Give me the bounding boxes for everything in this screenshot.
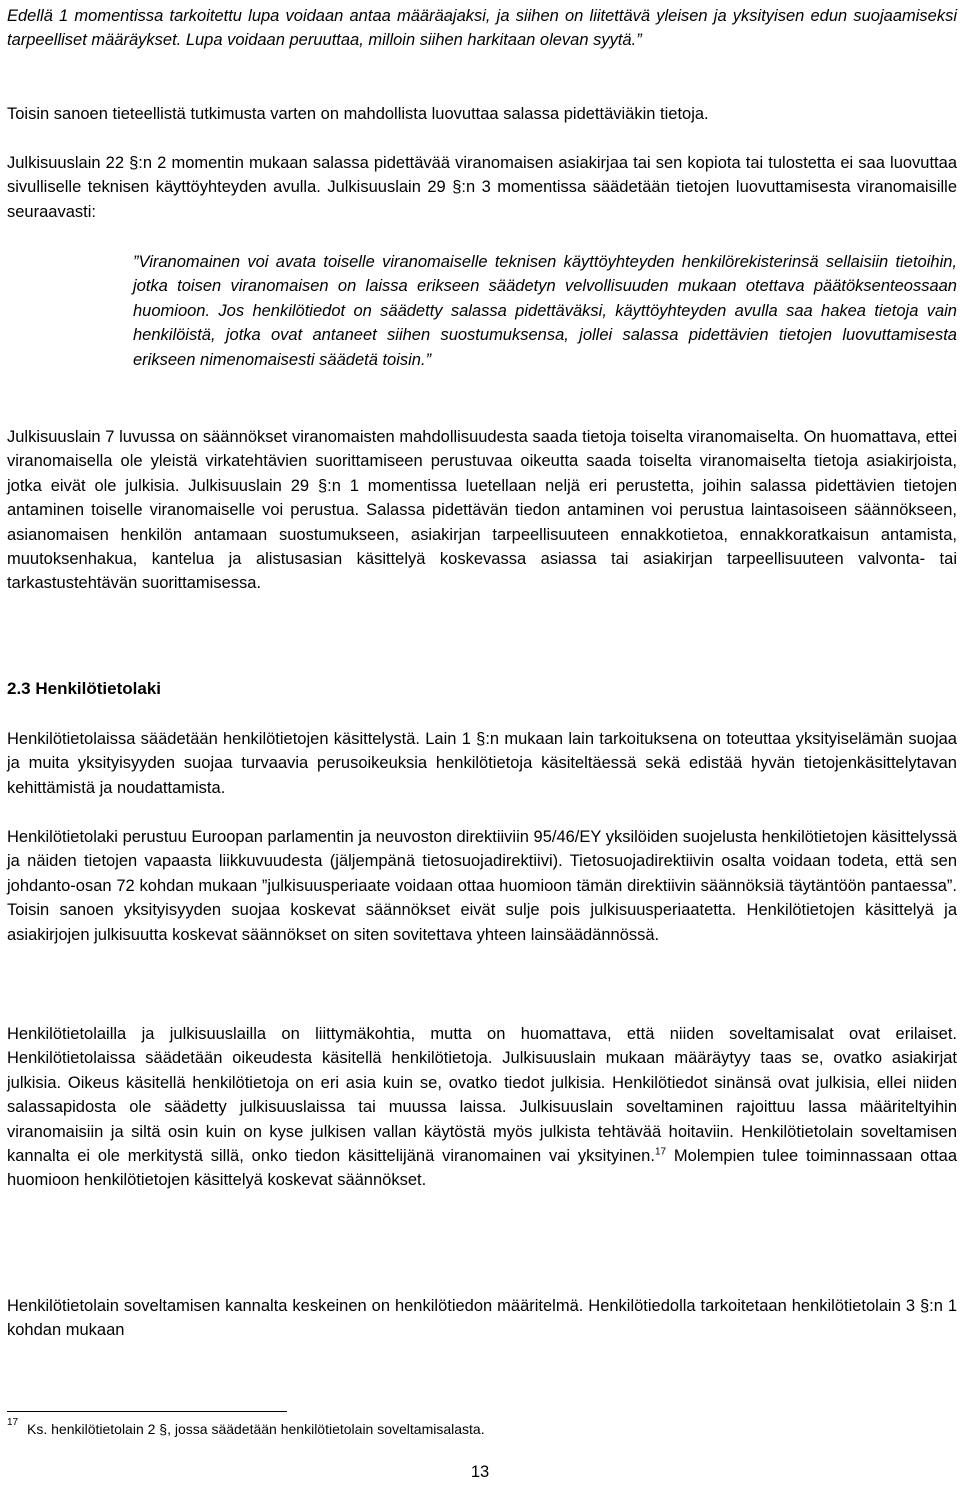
- section-heading: 2.3 Henkilötietolaki: [7, 679, 161, 698]
- paragraph-text: Henkilötietolailla ja julkisuuslailla on liittymäkohtia, mutta on huomattava, että niiden soveltamisalat ovat erilaiset. Henkilötietolaissa säädetään oikeudesta käsitellä henkilötietoja. Julkisuuslain mukaan määräytyy taas se, ovatko asiakirjat julkisia. Oikeus käsitellä henkilötietoja on eri asia kuin se, ovatko tiedot julkisia. Henkilötiedot sinänsä ovat julkisia, ellei niiden salassapidosta ole säädetty julkisuuslaissa tai muussa laissa. Julkisuuslain soveltaminen rajoittuu lassa määriteltyihin viranomaisiin ja siltä osin kuin on kyse julkisen vallan käytöstä myös julkista tehtävää hoitaviin. Henkilötietolain soveltamisen kannalta ei ole merkitystä sillä, onko tiedon käsittelijänä viranomainen vai yksityinen.: [7, 1025, 957, 1166]
- body-paragraph: Henkilötietolaki perustuu Euroopan parlamentin ja neuvoston direktiiviin 95/46/EY yksilöiden suojelusta henkilötietojen käsittelyssä ja näiden tietojen vapaasta liikkuvuudesta (jäljempänä tietosuojadirektiivi). Tietosuojadirektiivin osalta voidaan todeta, että sen johdanto-osan 72 kohdan mukaan ”julkisuusperiaate voidaan ottaa huomioon tämän direktiivin säännöksiä täytäntöön pantaessa”. Toisin sanoen yksityisyyden suojaa koskevat säännökset eivät sulje pois julkisuusperiaatetta. Henkilötietojen käsittelyä ja asiakirjojen julkisuutta koskevat säännökset on siten sovitettava yhteen lainsäädännössä.: [7, 828, 957, 944]
- quote-continuation-paragraph: Edellä 1 momentissa tarkoitettu lupa voidaan antaa määräajaksi, ja siihen on liitettävä yleisen ja yksityisen edun suojaamiseksi tarpeelliset määräykset. Lupa voidaan peruuttaa, milloin siihen harkitaan olevan syytä.”: [7, 7, 957, 50]
- body-paragraph: Julkisuuslain 7 luvussa on säännökset viranomaisten mahdollisuudesta saada tietoja toiselta viranomaiselta. On huomattava, ettei viranomaisella ole yleistä virkatehtävien suorittamiseen perustuvaa oikeutta saada toiselta viranomaiselta tietoja asiakirjoista, jotka eivät ole julkisia. Julkisuuslain 29 §:n 1 momentissa luetellaan neljä eri perustetta, joihin salassa pidettävien tietojen antaminen toiselle viranomaiselle voi perustua. Salassa pidettävän tiedon antaminen voi perustua laintasoiseen säännökseen, asianomaisen henkilön antamaan suostumukseen, asiakirjan tarpeellisuuteen ennakkotietoa, ennakkoratkaisun antamista, muutoksenhakua, kantelua ja alistusasian käsittelyä koskevassa asiassa tai asiakirjan tarpeellisuuteen valvonta- tai tarkastustehtävän suorittamisessa.: [7, 428, 957, 593]
- body-paragraph: Henkilötietolaissa säädetään henkilötietojen käsittelystä. Lain 1 §:n mukaan lain tarkoituksena on toteuttaa yksityiselämän suojaa ja muita yksityisyyden suojaa turvaavia perusoikeuksia henkilötietoja käsiteltäessä sekä edistää hyvän tietojenkäsittelytavan kehittämistä ja noudattamista.: [7, 730, 957, 797]
- footnote-text: Ks. henkilötietolain 2 §, jossa säädetään henkilötietolain soveltamisalasta.: [27, 1421, 485, 1437]
- footnote-mark: 17: [7, 1417, 19, 1428]
- body-paragraph: Henkilötietolain soveltamisen kannalta keskeinen on henkilötiedon määritelmä. Henkilötiedolla tarkoitetaan henkilötietolain 3 §:n 1 kohdan mukaan: [7, 1297, 957, 1340]
- footnote-divider: [7, 1411, 287, 1412]
- body-paragraph: Toisin sanoen tieteellistä tutkimusta varten on mahdollista luovuttaa salassa pidettäviäkin tietoja.: [7, 105, 709, 123]
- paragraph-text: Molempien tulee toiminnassaan ottaa huomioon henkilötietojen käsittelyä koskevat säännökset.: [7, 1147, 957, 1190]
- footnote-reference[interactable]: 17: [654, 1146, 667, 1158]
- block-quote: ”Viranomainen voi avata toiselle viranomaiselle teknisen käyttöyhteyden henkilörekisterinsä sellaisiin tietoihin, jotka toisen viranomaisen on laissa erikseen säädetyn velvollisuuden mukaan otettava päätöksenteossaan huomioon. Jos henkilötiedot on säädetty salassa pidettäväksi, käyttöyhteyden avulla saa hakea tietoja vain henkilöistä, jotka ovat antaneet siihen suostumuksensa, jollei salassa pidettävien tietojen luovuttamisesta erikseen nimenomaisesti säädetä toisin.”: [133, 253, 957, 369]
- body-paragraph: [7, 1022, 957, 1193]
- body-paragraph: Julkisuuslain 22 §:n 2 momentin mukaan salassa pidettävää viranomaisen asiakirjaa tai sen kopiota tai tulostetta ei saa luovuttaa sivulliselle teknisen käyttöyhteyden avulla. Julkisuuslain 29 §:n 3 momentissa säädetään tietojen luovuttamisesta viranomaisille seuraavasti:: [7, 154, 957, 221]
- footnote: [7, 1418, 907, 1440]
- page-number: 13: [470, 1463, 490, 1481]
